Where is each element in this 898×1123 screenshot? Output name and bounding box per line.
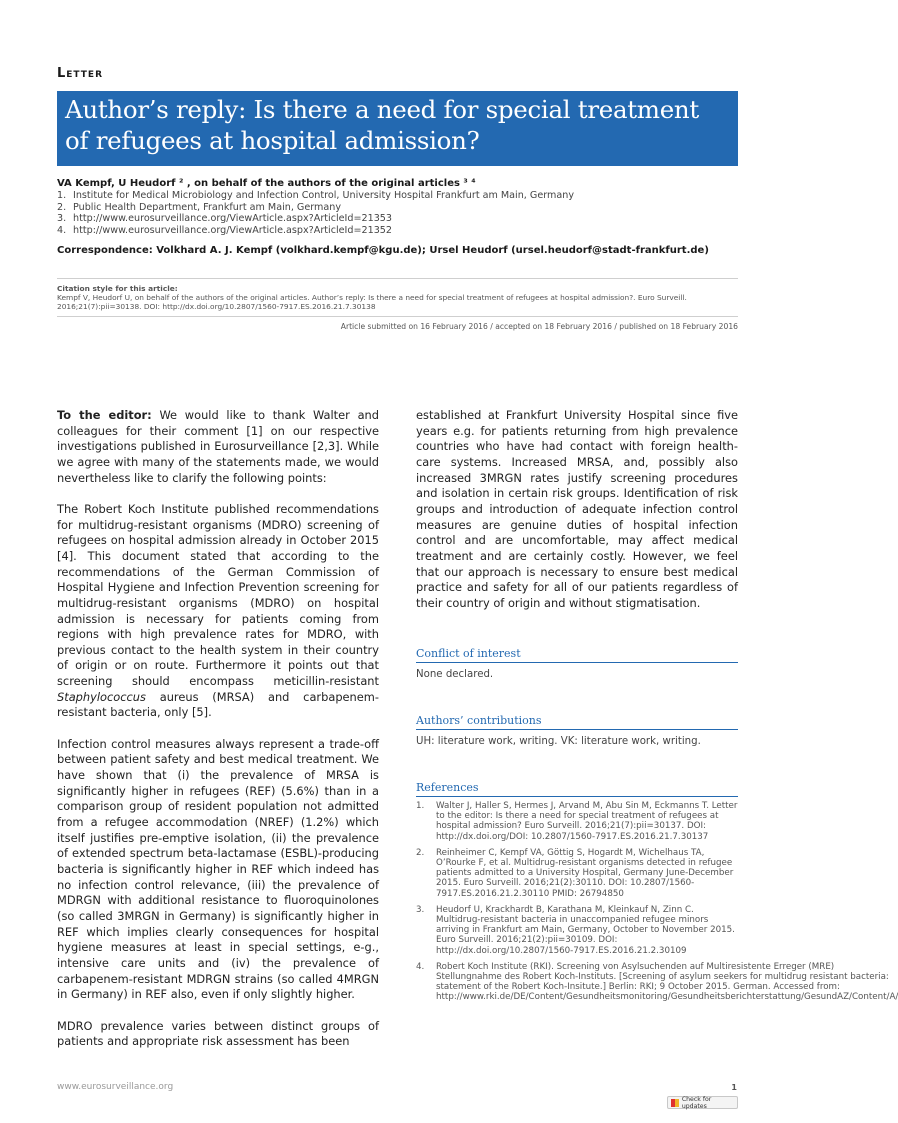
affiliation: 1. Institute for Medical Microbiology and Infection Control, University Hospital Frankfurt am Main, Germany	[57, 190, 575, 201]
reference-item: 3. Heudorf U, Krackhardt B, Karathana M, Kleinkauf N, Zinn C. Multidrug-resistant bacteria in unaccompanied refugee minors arriving in Frankfurt am Main, Germany, October to November 2015. Euro Surveill. 2016;21(2):pii=30109. DOI: http://dx.doi.org/10.2807/1560-7917.ES.2016.21.2.30109	[416, 904, 735, 956]
author-block	[57, 178, 574, 236]
article-title: Author’s reply: Is there a need for special treatment of refugees at hospital admission?	[65, 95, 699, 155]
paragraph: established at Frankfurt University Hospital since five years e.g. for patients returning from high prevalence countries who have had contact with foreign health-care systems. Increased MRSA, and, possibly also increased 3MRGN rates justify screening procedures and isolation in certain risk groups. Identification of risk groups and introduction of adequate infection control measures are genuine duties of hospital infection control and are uncomfortable, may affect medical treatment and are certainly costly. However, we feel that our approach is necessary to ensure best medical practice and safety for all of our patients regardless of their country of origin and without stigmatisation.	[416, 408, 738, 610]
section-rule	[416, 796, 738, 797]
reference-item: 1. Walter J, Haller S, Hermes J, Arvand M, Abu Sin M, Eckmanns T. Letter to the editor: Is there a need for special treatment of refugees at hospital admission? Euro Surveill. 2016;21(7):pii=30137. DOI: http://dx.doi.org/DOI: 10.2807/1560-7917.ES.2016.21.7.30137	[416, 801, 738, 842]
contributions-text: UH: literature work, writing. VK: literature work, writing.	[416, 736, 701, 747]
conflict-text: None declared.	[416, 669, 494, 680]
correspondence: Correspondence: Volkhard A. J. Kempf (volkhard.kempf@kgu.de); Ursel Heudorf (ursel.heudorf@stadt-frankfurt.de)	[57, 245, 709, 256]
affiliation: 2. Public Health Department, Frankfurt am Main, Germany	[57, 201, 342, 213]
section-rule	[416, 729, 738, 730]
check-for-updates-button[interactable]	[667, 1096, 738, 1109]
reference-item: 4. Robert Koch Institute (RKI). Screening von Asylsuchenden auf Multiresistente Erreger (MRE) Stellungnahme des Robert Koch-Instituts. [Screening of asylum seekers for multidrug resistant bacteria: statement of the Robert Koch-Insitute.] Berlin: RKI; 9 October 2015. German. Accessed from: http://www.rki.de/DE/Content/Gesundheitsmonitoring/Gesundheitsberichterstattung/GesundAZ/Content/A/	[416, 961, 898, 1003]
citation-caption: Citation style for this article:	[57, 284, 178, 293]
paragraph: Infection control measures always represent a trade-off between patient safety and best medical treatment. We have shown that (i) the prevalence of MRSA is significantly higher in refugees (REF) (5.6%) than in a comparison group of resident population not admitted from a refugee accommodation (NREF) (1.2%) which itself justifies pre-emptive isolation, (ii) the prevalence of extended spectrum beta-lactamase (ESBL)-producing bacteria is significantly higher in REF which indeed has no infection control relevance, (iii) the prevalence of MDRGN with additional resistance to fluoroquinolones (so called 3MRGN in Germany) is significantly higher in REF which implies clearly consequences for hospital hygiene measures at least in special settings, e-g., intensive care units and (iv) the prevalence of carbapenem-resistant MDRGN strains (so called 4MRGN in Germany) in REF also, even if only slightly higher.	[57, 736, 379, 1002]
section-label: Letter	[57, 66, 103, 81]
paragraph: The Robert Koch Institute published recommendations for multidrug-resistant organisms (MDRO) screening of refugees on hospital admission already in October 2015 [4]. This document stated that according to the recommendations of the German Commission of Hospital Hygiene and Infection Prevention screening for multidrug-resistant organisms (MDRO) on hospital admission is necessary for patients coming from regions with high prevalence rates for MDRO, with previous contact to the health system in their country of origin or on route. Furthermore it points out that screening should encompass meticillin-resistant Staphylococcus aureus (MRSA) and carbapenem-resistant bacteria, only [5].	[57, 501, 379, 720]
conflict-heading: Conflict of interest	[416, 647, 521, 660]
citation-block	[57, 284, 738, 312]
paragraph: To the editor: We would like to thank Walter and colleagues for their comment [1] on our respective investigations published in Eurosurveillance [2,3]. While we agree with many of the statements made, we would nevertheless like to clarify the following points:	[57, 408, 379, 485]
divider	[57, 278, 738, 279]
contributions-heading: Authors’ contributions	[416, 714, 542, 727]
citation-text: Kempf V, Heudorf U, on behalf of the authors of the original articles. Author’s reply: Is there a need for special treatment of refugees at hospital admission?. Euro Surveill. 2016;21(7):pii=30138. DOI: http://dx.doi.org/10.2807/1560-7917.ES.2016.21.7.30138	[57, 293, 687, 312]
author-names: VA Kempf, U Heudorf ² , on behalf of the authors of the original articles ³ ⁴	[57, 178, 476, 189]
affiliation-link[interactable]: 4. http://www.eurosurveillance.org/ViewArticle.aspx?ArticleId=21352	[57, 224, 393, 236]
page-number: 1	[731, 1083, 737, 1092]
paragraph: MDRO prevalence varies between distinct groups of patients and appropriate risk assessment has been	[57, 1018, 379, 1049]
section-rule	[416, 662, 738, 663]
crossmark-icon	[671, 1099, 679, 1107]
references-heading: References	[416, 781, 479, 794]
editor-salutation: To the editor:	[57, 408, 152, 422]
footer-url[interactable]: www.eurosurveillance.org	[57, 1082, 174, 1092]
body-column-right	[416, 408, 738, 627]
reference-item: 2. Reinheimer C, Kempf VA, Göttig S, Hogardt M, Wichelhaus TA, O’Rourke F, et al. Multidrug-resistant organisms detected in refugee patients admitted to a University Hospital, Germany June-December 2015. Euro Surveill. 2016;21(2):30110. DOI: 10.2807/1560-7917.ES.2016.21.2.30110 PMID: 26794850	[416, 847, 734, 899]
reference-list	[416, 801, 898, 1009]
title-banner	[57, 91, 738, 166]
affiliation-link[interactable]: 3. http://www.eurosurveillance.org/ViewArticle.aspx?ArticleId=21353	[57, 213, 393, 224]
submission-dates: Article submitted on 16 February 2016 / accepted on 18 February 2016 / published on 18 February 2016	[340, 322, 738, 331]
check-for-updates-label: Check for updates	[681, 1095, 712, 1110]
body-column-left	[57, 408, 379, 1066]
divider	[57, 316, 738, 317]
